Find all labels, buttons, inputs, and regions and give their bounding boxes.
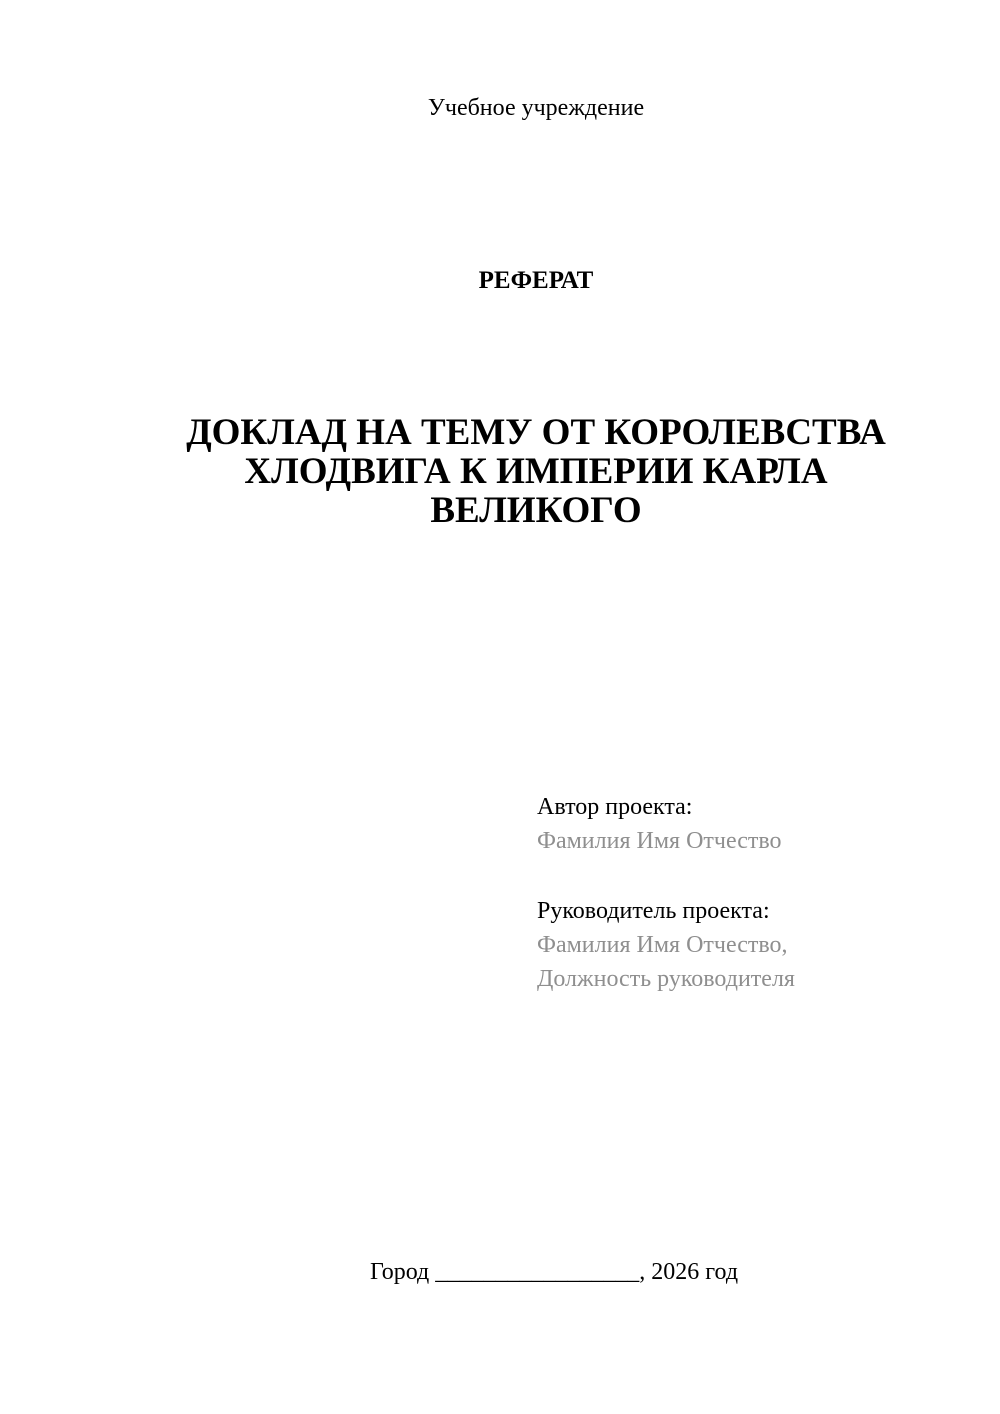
document-type-heading: РЕФЕРАТ	[478, 267, 594, 294]
page-content	[143, 93, 929, 1319]
city-year-line	[143, 1227, 929, 1317]
credits-block	[537, 790, 929, 996]
year-suffix: , 2026 год	[639, 1259, 739, 1285]
author-label: Автор проекта:	[537, 794, 693, 820]
report-title: ДОКЛАД НА ТЕМУ ОТ КОРОЛЕВСТВА ХЛОДВИГА К ИМПЕРИИ КАРЛА ВЕЛИКОГО	[186, 412, 886, 531]
author-name-placeholder: Фамилия Имя Отчество	[537, 828, 782, 854]
city-blank-line: _________________	[435, 1259, 640, 1285]
supervisor-label: Руководитель проекта:	[537, 898, 770, 924]
institution-name: Учебное учреждение	[427, 95, 645, 121]
city-label: Город	[369, 1259, 436, 1285]
supervisor-name-placeholder: Фамилия Имя Отчество,	[537, 932, 788, 958]
supervisor-position-placeholder: Должность руководителя	[537, 966, 795, 992]
